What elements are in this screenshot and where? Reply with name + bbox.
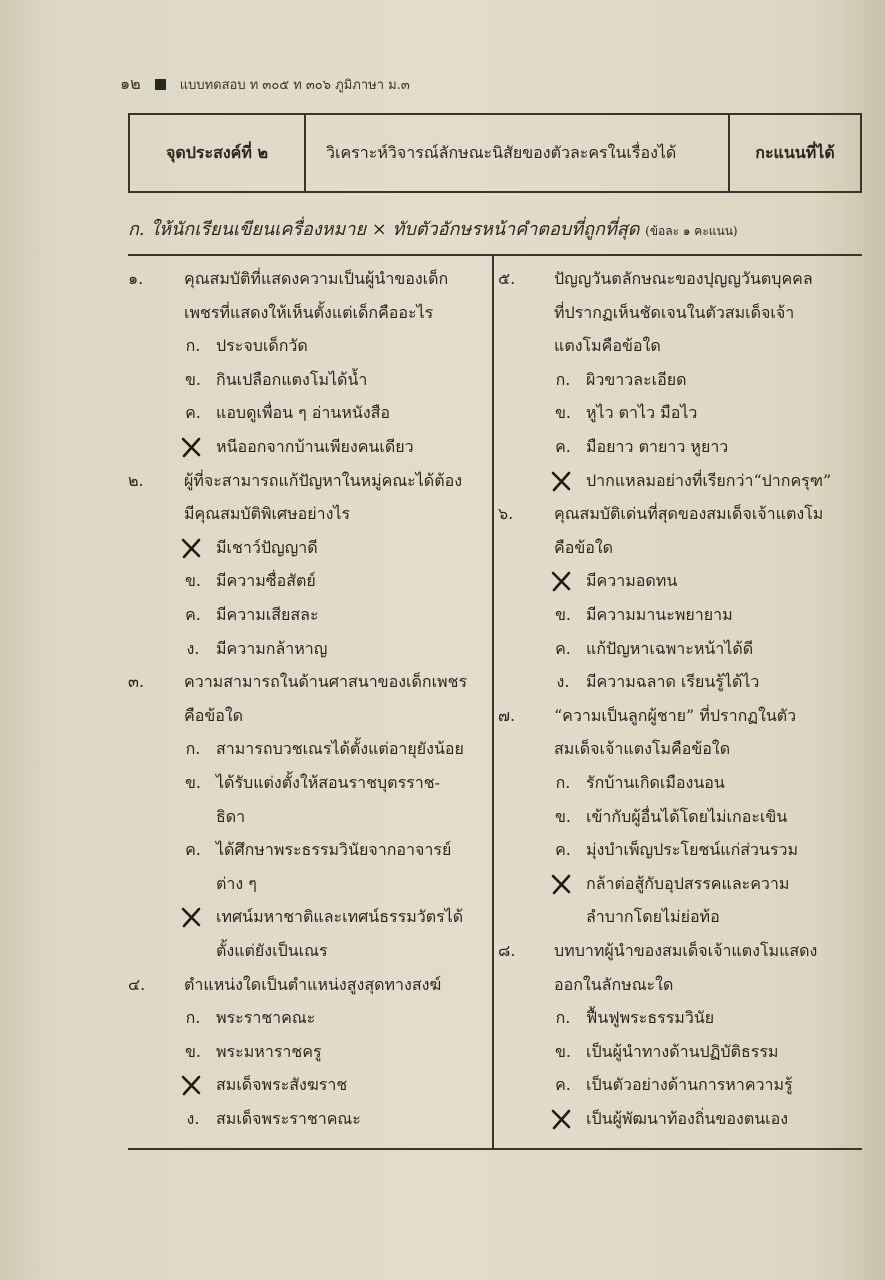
instruction-note: (ข้อละ ๑ คะแนน) [645,224,738,238]
option-text: มีความกล้าหาญ [216,638,328,658]
page-number: ๑๒ [120,73,141,93]
option-text: กินเปลือกแตงโมได้น้ำ [216,369,368,389]
top-rule [128,254,862,256]
question-text: มีคุณสมบัติพิเศษอย่างไร [184,504,351,524]
option-text: สมเด็จพระราชาคณะ [216,1109,361,1128]
option-text: มีความซื่อสัตย์ [216,571,316,591]
question-text: ผู้ที่จะสามารถแก้ปัญหาในหมู่คณะได้ต้อง [184,470,463,490]
cross-mark-icon [180,537,202,559]
question-number: ๓. [128,672,145,692]
option-letter: ข. [184,773,202,792]
instruction-text: ก. ให้นักเรียนเขียนเครื่องหมาย × ทับตัวอักษรหน้าคำตอบที่ถูกที่สุด [128,219,640,240]
option-letter: ข. [554,403,572,423]
option-letter: ข. [554,1041,572,1061]
option-text: ต่าง ๆ [216,873,257,893]
question-number: ๕. [498,269,516,288]
option-text: เป็นผู้นำทางด้านปฏิบัติธรรม [586,1041,779,1061]
option-text: ได้ศึกษาพระธรรมวินัยจากอาจารย์ [216,840,452,860]
option-letter: ข. [184,1041,202,1061]
page-header-title: แบบทดสอบ ท ๓๐๕ ท ๓๐๖ ภูมิภาษา ม.๓ [179,77,410,93]
question-number: ๔. [128,974,146,994]
question-text: สมเด็จเจ้าแตงโมคือข้อใด [554,739,731,759]
objective-description: วิเคราะห์วิจารณ์ลักษณะนิสัยของตัวละครในเรื่องได้ [306,115,730,191]
cross-mark-icon [180,906,202,928]
option-text: มีความฉลาด เรียนรู้ได้ไว [586,672,760,692]
column-divider [492,256,494,1148]
question-number: ๗. [498,705,516,725]
option-letter: ค. [555,840,571,860]
option-letter: ก. [185,739,201,759]
option-text: ปากแหลมอย่างที่เรียกว่า“ปากครุฑ” [586,470,832,490]
option-letter: ค. [185,605,201,624]
cross-mark-icon [180,436,202,458]
question-text: เพชรที่แสดงให้เห็นตั้งแต่เด็กคืออะไร [184,302,434,322]
option-letter: ก. [555,1008,571,1028]
option-text: เข้ากับผู้อื่นได้โดยไม่เกอะเขิน [586,806,788,826]
option-letter: ค. [555,638,571,658]
score-label: กะแนนที่ได้ [755,142,835,162]
instruction [128,214,868,243]
cross-mark-icon [550,1108,572,1130]
question-number: ๖. [498,504,514,524]
question-text: คือข้อใด [554,537,614,557]
option-text: ผิวขาวละเอียด [586,369,687,389]
option-text: ประจบเด็กวัด [216,336,308,356]
option-text: เป็นผู้พัฒนาท้องถิ่นของตนเอง [586,1109,789,1128]
option-text: แก้ปัญหาเฉพาะหน้าได้ดี [586,638,754,658]
option-letter: ข. [184,571,202,591]
cross-mark-icon [550,470,572,492]
option-text: กล้าต่อสู้กับอุปสรรคและความ [586,873,790,893]
question-text: ความสามารถในด้านศาสนาของเด็กเพชร [184,672,468,692]
option-letter: ก. [185,336,201,356]
option-letter: ข. [184,369,202,389]
option-letter: ข. [554,605,572,624]
question-text: แตงโมคือข้อใด [554,336,661,356]
option-letter: ข. [554,806,572,826]
option-letter: ค. [185,840,201,860]
option-text: มีเชาว์ปัญญาดี [216,537,318,557]
question-number: ๒. [128,470,144,490]
option-letter: ค. [555,1075,571,1095]
square-bullet-icon [155,79,166,90]
option-text: แอบดูเพื่อน ๆ อ่านหนังสือ [216,403,390,423]
page-header [120,72,680,96]
question-text: คุณสมบัติที่แสดงความเป็นผู้นำของเด็ก [184,269,449,288]
option-letter: ง. [186,1109,200,1128]
question-text: ตำแหน่งใดเป็นตำแหน่งสูงสุดทางสงฆ์ [184,974,442,994]
question-number: ๘. [498,941,516,960]
option-text: พระราชาคณะ [216,1008,316,1028]
option-text: หูไว ตาไว มือไว [586,403,698,423]
option-letter: ก. [185,1008,201,1028]
option-letter: ง. [556,672,570,692]
option-letter: ค. [555,437,571,456]
option-text: มือยาว ตายาว หูยาว [586,437,729,456]
option-text: มุ่งบำเพ็ญประโยชน์แก่ส่วนรวม [586,840,799,860]
option-text: พระมหาราชครู [216,1041,322,1061]
option-text: ลำบากโดยไม่ย่อท้อ [586,907,720,927]
question-text: ออกในลักษณะใด [554,974,674,994]
option-letter: ก. [555,369,571,389]
bottom-rule [128,1148,862,1150]
question-number: ๑. [128,269,144,288]
cross-mark-icon [550,570,572,592]
option-text: มีความเสียสละ [216,605,319,624]
objective-table [128,113,862,193]
question-text: “ความเป็นลูกผู้ชาย” ที่ปรากฏในตัว [554,705,797,725]
question-text: คือข้อใด [184,705,244,725]
cross-mark-icon [550,873,572,895]
option-text: สมเด็จพระสังฆราช [216,1075,348,1095]
option-letter: ง. [186,638,200,658]
option-text: สามารถบวชเณรได้ตั้งแต่อายุยังน้อย [216,739,464,759]
option-text: มีความมานะพยายาม [586,605,733,624]
option-text: รักบ้านเกิดเมืองนอน [586,773,725,792]
option-letter: ค. [185,403,201,423]
question-text: ที่ปรากฏเห็นชัดเจนในตัวสมเด็จเจ้า [554,302,795,322]
option-text: มีความอดทน [586,571,678,591]
option-text: เป็นตัวอย่างด้านการหาความรู้ [586,1075,793,1095]
question-text: ปัญญวันตลักษณะของปุญญวันตบุคคล [554,269,813,288]
option-text: เทศน์มหาชาติและเทศน์ธรรมวัตรได้ [216,907,464,927]
question-text: บทบาทผู้นำของสมเด็จเจ้าแตงโมแสดง [554,941,818,960]
objective-label: จุดประสงค์ที่ ๒ [130,115,306,191]
cross-mark-icon [180,1074,202,1096]
question-text: คุณสมบัติเด่นที่สุดของสมเด็จเจ้าแตงโม [554,504,824,524]
option-text: ธิดา [216,806,246,826]
option-text: ได้รับแต่งตั้งให้สอนราชบุตรราช- [216,773,440,792]
option-text: ตั้งแต่ยังเป็นเณร [216,941,328,960]
option-text: หนีออกจากบ้านเพียงคนเดียว [216,437,414,456]
option-letter: ก. [555,773,571,792]
option-text: ฟื้นฟูพระธรรมวินัย [586,1008,715,1028]
